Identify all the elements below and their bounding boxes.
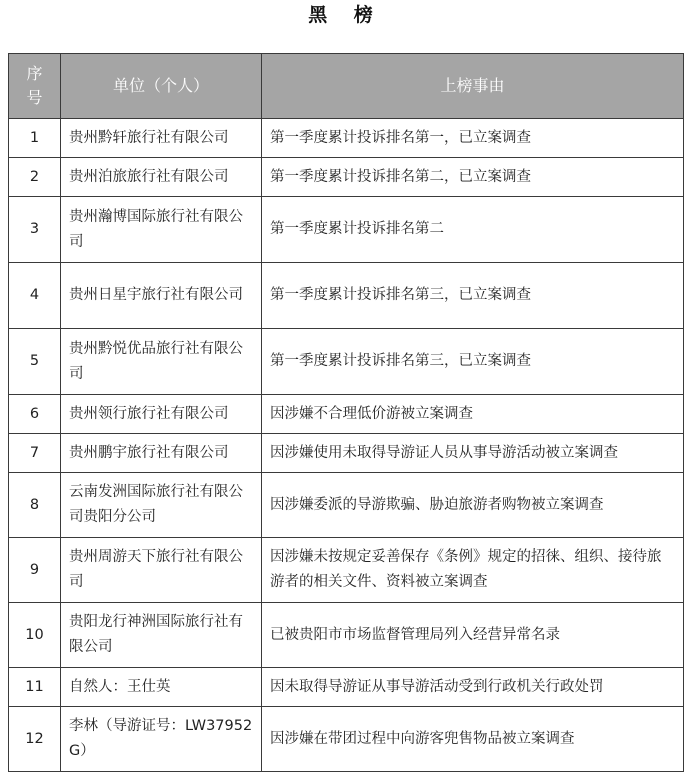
row-unit: 贵阳龙行神洲国际旅行社有限公司 — [61, 603, 262, 668]
row-unit: 贵州领行旅行社有限公司 — [61, 395, 262, 434]
header-row — [9, 54, 684, 119]
table-row — [9, 395, 684, 434]
row-unit: 贵州周游天下旅行社有限公司 — [61, 538, 262, 603]
table-row — [9, 263, 684, 329]
header-seq-line1: 序 — [26, 64, 43, 83]
row-seq: 11 — [9, 668, 61, 707]
row-unit: 贵州日星宇旅行社有限公司 — [61, 263, 262, 329]
table-header — [9, 54, 684, 119]
row-unit: 自然人：王仕英 — [61, 668, 262, 707]
header-seq — [9, 54, 61, 119]
row-reason: 第一季度累计投诉排名第一，已立案调查 — [262, 119, 684, 158]
table-row — [9, 603, 684, 668]
table-body — [9, 119, 684, 772]
table-row — [9, 197, 684, 263]
row-seq: 10 — [9, 603, 61, 668]
row-unit: 贵州瀚博国际旅行社有限公司 — [61, 197, 262, 263]
row-seq: 7 — [9, 434, 61, 473]
table-row — [9, 158, 684, 197]
row-reason: 第一季度累计投诉排名第三，已立案调查 — [262, 263, 684, 329]
table-row — [9, 538, 684, 603]
row-unit: 李林（导游证号：LW37952G） — [61, 707, 262, 772]
row-seq: 3 — [9, 197, 61, 263]
row-reason: 因未取得导游证从事导游活动受到行政机关行政处罚 — [262, 668, 684, 707]
row-unit: 贵州黔轩旅行社有限公司 — [61, 119, 262, 158]
row-seq: 5 — [9, 329, 61, 395]
row-reason: 第一季度累计投诉排名第三，已立案调查 — [262, 329, 684, 395]
row-reason: 因涉嫌未按规定妥善保存《条例》规定的招徕、组织、接待旅游者的相关文件、资料被立案调查 — [262, 538, 684, 603]
row-seq: 12 — [9, 707, 61, 772]
row-seq: 4 — [9, 263, 61, 329]
header-seq-line2: 号 — [26, 88, 43, 107]
row-reason: 因涉嫌委派的导游欺骗、胁迫旅游者购物被立案调查 — [262, 473, 684, 538]
table-row — [9, 707, 684, 772]
row-unit: 贵州泊旅旅行社有限公司 — [61, 158, 262, 197]
row-seq: 2 — [9, 158, 61, 197]
row-reason: 第一季度累计投诉排名第二 — [262, 197, 684, 263]
row-seq: 6 — [9, 395, 61, 434]
row-unit: 贵州鹏宇旅行社有限公司 — [61, 434, 262, 473]
row-reason: 因涉嫌使用未取得导游证人员从事导游活动被立案调查 — [262, 434, 684, 473]
table-row — [9, 473, 684, 538]
page-title: 黑 榜 — [308, 4, 383, 26]
row-seq: 8 — [9, 473, 61, 538]
table-row — [9, 119, 684, 158]
table-row — [9, 329, 684, 395]
header-unit: 单位（个人） — [61, 54, 262, 119]
row-seq: 9 — [9, 538, 61, 603]
header-reason: 上榜事由 — [262, 54, 684, 119]
row-reason: 已被贵阳市市场监督管理局列入经营异常名录 — [262, 603, 684, 668]
row-unit: 云南发洲国际旅行社有限公司贵阳分公司 — [61, 473, 262, 538]
row-reason: 因涉嫌不合理低价游被立案调查 — [262, 395, 684, 434]
blacklist-table — [8, 53, 684, 772]
row-reason: 第一季度累计投诉排名第二，已立案调查 — [262, 158, 684, 197]
table-row — [9, 668, 684, 707]
table-row — [9, 434, 684, 473]
row-reason: 因涉嫌在带团过程中向游客兜售物品被立案调查 — [262, 707, 684, 772]
row-seq: 1 — [9, 119, 61, 158]
row-unit: 贵州黔悦优品旅行社有限公司 — [61, 329, 262, 395]
